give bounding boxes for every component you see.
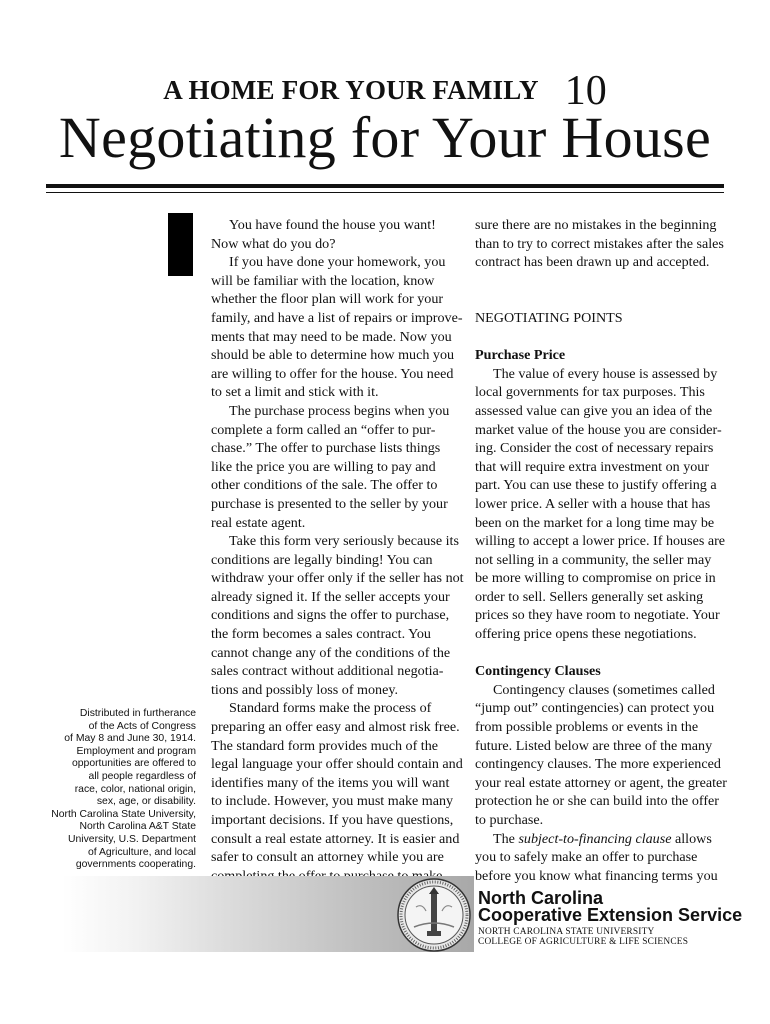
distribution-line: North Carolina A&T State — [79, 821, 196, 833]
paragraph-line: If you have done your homework, you — [229, 254, 446, 271]
distribution-line: opportunities are offered to — [71, 758, 196, 770]
paragraph-line: lower price. A seller with a house that has — [475, 495, 711, 512]
paragraph-line: The subject-to-financing clause allows — [493, 830, 712, 847]
paragraph-line: sure there are no mistakes in the beginning — [475, 217, 717, 233]
paragraph-line: family, and have a list of repairs or improve- — [211, 309, 463, 326]
paragraph-line: market value of the house you are consider- — [475, 421, 722, 438]
paragraph-line: purchase is presented to the seller by your — [211, 495, 448, 512]
paragraph-line: complete a form called an “offer to pur- — [211, 421, 436, 438]
paragraph-line: conditions are legally binding! You can — [211, 551, 433, 568]
paragraph-line: before you know what financing terms you — [475, 867, 718, 884]
distribution-line: of the Acts of Congress — [88, 720, 196, 732]
series-title: A HOME FOR YOUR FAMILY — [163, 75, 539, 105]
distribution-line: governments cooperating. — [75, 859, 196, 871]
italic-term: subject-to-financing clause — [518, 830, 672, 847]
distribution-line: sex, age, or disability. — [96, 796, 196, 808]
paragraph-line: chase.” The offer to purchase lists things — [211, 440, 441, 457]
paragraph-line: to include. However, you must make many — [211, 793, 454, 810]
paragraph-line: than to try to correct mistakes after the sales — [475, 235, 724, 252]
paragraph-line: should be able to determine how much you — [211, 347, 455, 364]
paragraph-line: You have found the house you want! — [229, 217, 436, 233]
paragraph-line: important decisions. If you have questions, — [211, 812, 454, 828]
series-header — [0, 62, 770, 114]
paragraph-line: contingency clauses. The more experienced — [475, 756, 721, 773]
paragraph-line: real estate agent. — [211, 514, 306, 531]
distribution-line: race, color, national origin, — [74, 783, 196, 795]
paragraph-line: future. Listed below are three of the many — [475, 737, 713, 754]
paragraph-line: withdraw your offer only if the seller has not — [211, 570, 464, 587]
title-rule-thick — [46, 184, 724, 188]
paragraph-line: not selling in a community, the seller may — [475, 551, 712, 568]
paragraph-line: cannot change any of the conditions of the — [211, 644, 451, 661]
paragraph-line: ing. Consider the cost of necessary repairs — [475, 440, 714, 457]
org-subline-1: NORTH CAROLINA STATE UNIVERSITY — [478, 927, 655, 937]
paragraph-line: assessed value can give you an idea of the — [475, 402, 713, 419]
org-name-line-1: North Carolina — [478, 888, 604, 908]
paragraph-line: to set a limit and stick with it. — [211, 384, 379, 401]
paragraph-line: preparing an offer easy and almost risk free. — [211, 719, 460, 736]
text-column-2 — [475, 216, 731, 885]
distribution-line: Employment and program — [76, 745, 196, 757]
paragraph-line: whether the floor plan will work for your — [211, 291, 444, 308]
org-subline-2: COLLEGE OF AGRICULTURE & LIFE SCIENCES — [478, 937, 689, 947]
paragraph-line: The purchase process begins when you — [229, 402, 450, 419]
distribution-line: all people regardless of — [88, 770, 196, 782]
paragraph-line: local governments for tax purposes. This — [475, 384, 705, 401]
paragraph-line: sales contract without additional negotia- — [211, 663, 444, 680]
paragraph-line: you to safely make an offer to purchase — [475, 849, 698, 866]
distribution-line: of Agriculture, and local — [87, 846, 196, 858]
paragraph-line: The value of every house is assessed by — [493, 365, 718, 382]
paragraph-line: protection he or she can build into the offer — [475, 793, 719, 810]
university-seal-icon — [396, 877, 472, 953]
paragraph-line: willing to accept a lower price. If houses are — [475, 533, 726, 550]
paragraph-line: tions and possibly loss of money. — [211, 681, 399, 698]
text-column-1 — [211, 216, 469, 885]
series-number: 10 — [564, 68, 607, 114]
paragraph-line: like the price you are willing to pay and — [211, 458, 436, 475]
paragraph-line: to purchase. — [475, 812, 544, 828]
subheading-purchase-price: Purchase Price — [475, 347, 566, 364]
subheading-contingency-clauses: Contingency Clauses — [475, 663, 601, 680]
paragraph-line: part. You can use these to justify offering a — [475, 477, 717, 494]
paragraph-line: Standard forms make the process of — [229, 700, 432, 717]
section-heading: NEGOTIATING POINTS — [475, 309, 623, 326]
distribution-line: Distributed in furtherance — [79, 708, 196, 719]
paragraph-line: been on the market for a long time may be — [475, 514, 715, 531]
paragraph-line: “jump out” contingencies) can protect you — [475, 700, 715, 717]
page-title: Negotiating for Your House — [58, 105, 712, 170]
distribution-statement — [50, 708, 196, 872]
title-rule-thin — [46, 192, 724, 193]
paragraph-line: The standard form provides much of the — [211, 737, 439, 754]
paragraph-line: order to sell. Sellers generally set asking — [475, 588, 704, 605]
paragraph-line: consult a real estate attorney. It is easier and — [211, 830, 460, 847]
decorative-black-bar — [168, 213, 193, 276]
distribution-line: of May 8 and June 30, 1914. — [64, 733, 196, 745]
paragraph-line: safer to consult an attorney while you are — [211, 849, 444, 866]
paragraph-line: conditions and signs the offer to purchase, — [211, 607, 450, 624]
paragraph-line: identifies many of the items you will want — [211, 774, 450, 791]
paragraph-line: contract has been drawn up and accepted. — [475, 254, 710, 271]
paragraph-line: your real estate attorney or agent, the greater — [475, 774, 727, 791]
paragraph-line: Take this form very seriously because its — [229, 533, 459, 550]
paragraph-line: ments that may need to be made. Now you — [211, 328, 452, 345]
paragraph-line: the form becomes a sales contract. You — [211, 626, 431, 643]
paragraph-line: prices so they have room to negotiate. Your — [475, 607, 720, 624]
paragraph-line: be more willing to compromise on price in — [475, 570, 716, 587]
paragraph-line: offering price opens these negotiations. — [475, 626, 697, 643]
paragraph-line: Contingency clauses (sometimes called — [493, 681, 715, 698]
paragraph-line: from possible problems or events in the — [475, 719, 699, 736]
org-name-line-2: Cooperative Extension Service — [478, 905, 743, 925]
paragraph-line: will be familiar with the location, know — [211, 272, 435, 289]
distribution-line: University, U.S. Department — [68, 833, 196, 845]
paragraph-line: other conditions of the sale. The offer to — [211, 477, 438, 494]
paragraph-line: Now what do you do? — [211, 235, 336, 252]
paragraph-line: are willing to offer for the house. You need — [211, 365, 454, 382]
distribution-line: North Carolina State University, — [51, 808, 196, 820]
paragraph-line: that will require extra investment on your — [475, 458, 710, 475]
paragraph-line: already signed it. If the seller accepts your — [211, 588, 450, 605]
paragraph-line: legal language your offer should contain and — [211, 756, 463, 773]
